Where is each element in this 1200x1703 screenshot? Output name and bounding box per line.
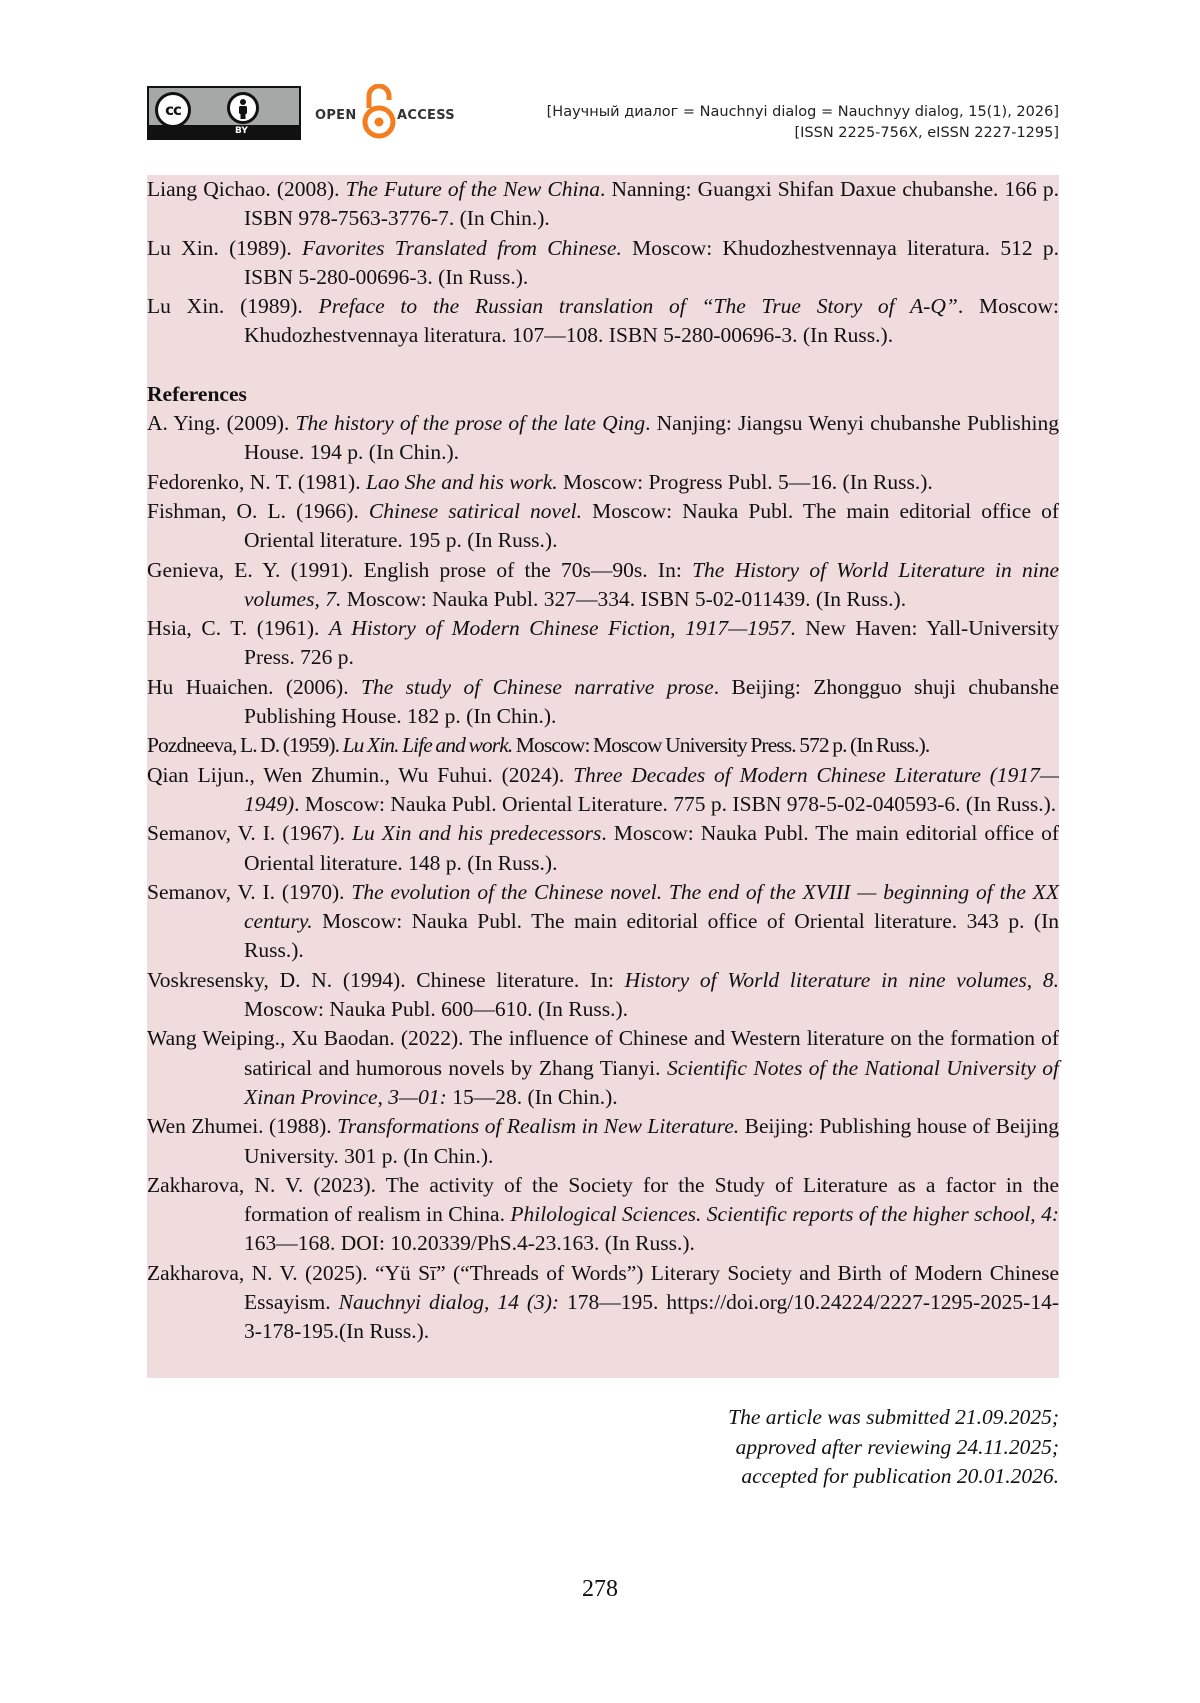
reference-entry: Semanov, V. I. (1967). Lu Xin and his predecessors. Moscow: Nauka Publ. The main editorial office of Oriental literature. 148 p. (In Russ.). [147, 821, 1060, 875]
open-access-logo [315, 84, 465, 142]
source-entry: Liang Qichao. (2008). The Future of the New China. Nanning: Guangxi Shifan Daxue chubanshe. 166 p. ISBN 978-7563-3776-7. (In Chin.). [147, 177, 1059, 231]
reviewed-date: approved after reviewing 24.11.2025; [735, 1434, 1059, 1459]
attribution-person-icon [227, 92, 259, 124]
reference-entry: Qian Lijun., Wen Zhumin., Wu Fuhui. (2024). Three Decades of Modern Chinese Literature (1917—1949). Moscow: Nauka Publ. Oriental Literature. 775 p. ISBN 978-5-02-040593-6. (In Russ.). [147, 762, 1059, 816]
by-label: BY [235, 126, 248, 136]
reference-entry: Hsia, C. T. (1961). A History of Modern Chinese Fiction, 1917—1957. New Haven: Yall-University Press. 726 p. [147, 616, 1059, 670]
reference-entry: A. Ying. (2009). The history of the prose of the late Qing. Nanjing: Jiangsu Wenyi chubanshe Publishing House. 194 p. (In Chin.). [147, 411, 1059, 465]
reference-entry: Genieva, E. Y. (1991). English prose of the 70s—90s. In: The History of World Literature in nine volumes, 7. Moscow: Nauka Publ. 327—334. ISBN 5-02-011439. (In Russ.). [147, 557, 1059, 611]
reference-entry: Zakharova, N. V. (2023). The activity of the Society for the Study of Literature as a factor in the formation of realism in China. Philological Sciences. Scientific reports of the higher school, 4: 163—168. DOI: 10.20339/PhS.4-23.163. (In Russ.). [147, 1172, 1059, 1256]
open-lock-icon [361, 84, 397, 140]
creative-commons-by-icon [147, 86, 301, 140]
reference-entry: Fedorenko, N. T. (1981). Lao She and his work. Moscow: Progress Publ. 5—16. (In Russ.). [147, 469, 933, 494]
page-header [147, 84, 1059, 144]
references-heading: References [147, 381, 247, 406]
submission-dates [728, 1403, 1059, 1492]
access-label: ACCESS [397, 108, 455, 123]
reference-entry: Zakharova, N. V. (2025). “Yü Sī” (“Threads of Words”) Literary Society and Birth of Modern Chinese Essayism. Nauchnyi dialog, 14 (3): 178—195. https://doi.org/10.24224/2227-1295-2025-14-3-178-195.(In Russ.). [147, 1260, 1059, 1344]
cc-circle: cc [155, 92, 191, 128]
reference-entry: Pozdneeva, L. D. (1959). Lu Xin. Life and work. Moscow: Moscow University Press. 572 p. (In Russ.). [147, 733, 930, 758]
reference-entry: Semanov, V. I. (1970). The evolution of the Chinese novel. The end of the XVIII — beginning of the XX century. Moscow: Nauka Publ. The main editorial office of Oriental literature. 343 p. (In Russ.). [147, 879, 1059, 963]
page-number: 278 [582, 1576, 618, 1602]
reference-entry: Fishman, O. L. (1966). Chinese satirical novel. Moscow: Nauka Publ. The main editorial office of Oriental literature. 195 p. (In Russ.). [147, 498, 1059, 553]
references-content [147, 175, 1059, 1347]
references-block [147, 175, 1059, 1378]
section-gap [147, 351, 1059, 380]
journal-citation: [Научный диалог = Nauchnyi dialog = Nauchnyy dialog, 15(1), 2026] [546, 104, 1059, 120]
reference-entry: Wen Zhumei. (1988). Transformations of Realism in New Literature. Beijing: Publishing house of Beijing University. 301 p. (In Chin.). [147, 1114, 1059, 1168]
source-entry: Lu Xin. (1989). Favorites Translated from Chinese. Moscow: Khudozhestvennaya literatura. 512 p. ISBN 5-280-00696-3. (In Russ.). [147, 235, 1060, 289]
reference-entry: Hu Huaichen. (2006). The study of Chinese narrative prose. Beijing: Zhongguo shuji chubanshe Publishing House. 182 p. (In Chin.). [147, 674, 1060, 729]
reference-entry: Wang Weiping., Xu Baodan. (2022). The influence of Chinese and Western literature on the formation of satirical and humorous novels by Zhang Tianyi. Scientific Notes of the National University of Xinan Province, 3—01: 15—28. (In Chin.). [147, 1026, 1059, 1109]
source-entry: Lu Xin. (1989). Preface to the Russian translation of “The True Story of A-Q”. Moscow: Khudozhestvennaya literatura. 107—108. ISBN 5-280-00696-3. (In Russ.). [147, 294, 1060, 348]
submitted-date: The article was submitted 21.09.2025; [728, 1405, 1059, 1429]
accepted-date: accepted for publication 20.01.2026. [741, 1464, 1059, 1488]
journal-issn: [ISSN 2225-756X, eISSN 2227-1295] [794, 125, 1059, 141]
open-label: OPEN [315, 108, 357, 123]
reference-entry: Voskresensky, D. N. (1994). Chinese literature. In: History of World literature in nine volumes, 8. Moscow: Nauka Publ. 600—610. (In Russ.). [147, 967, 1059, 1022]
by-strip [149, 125, 299, 138]
